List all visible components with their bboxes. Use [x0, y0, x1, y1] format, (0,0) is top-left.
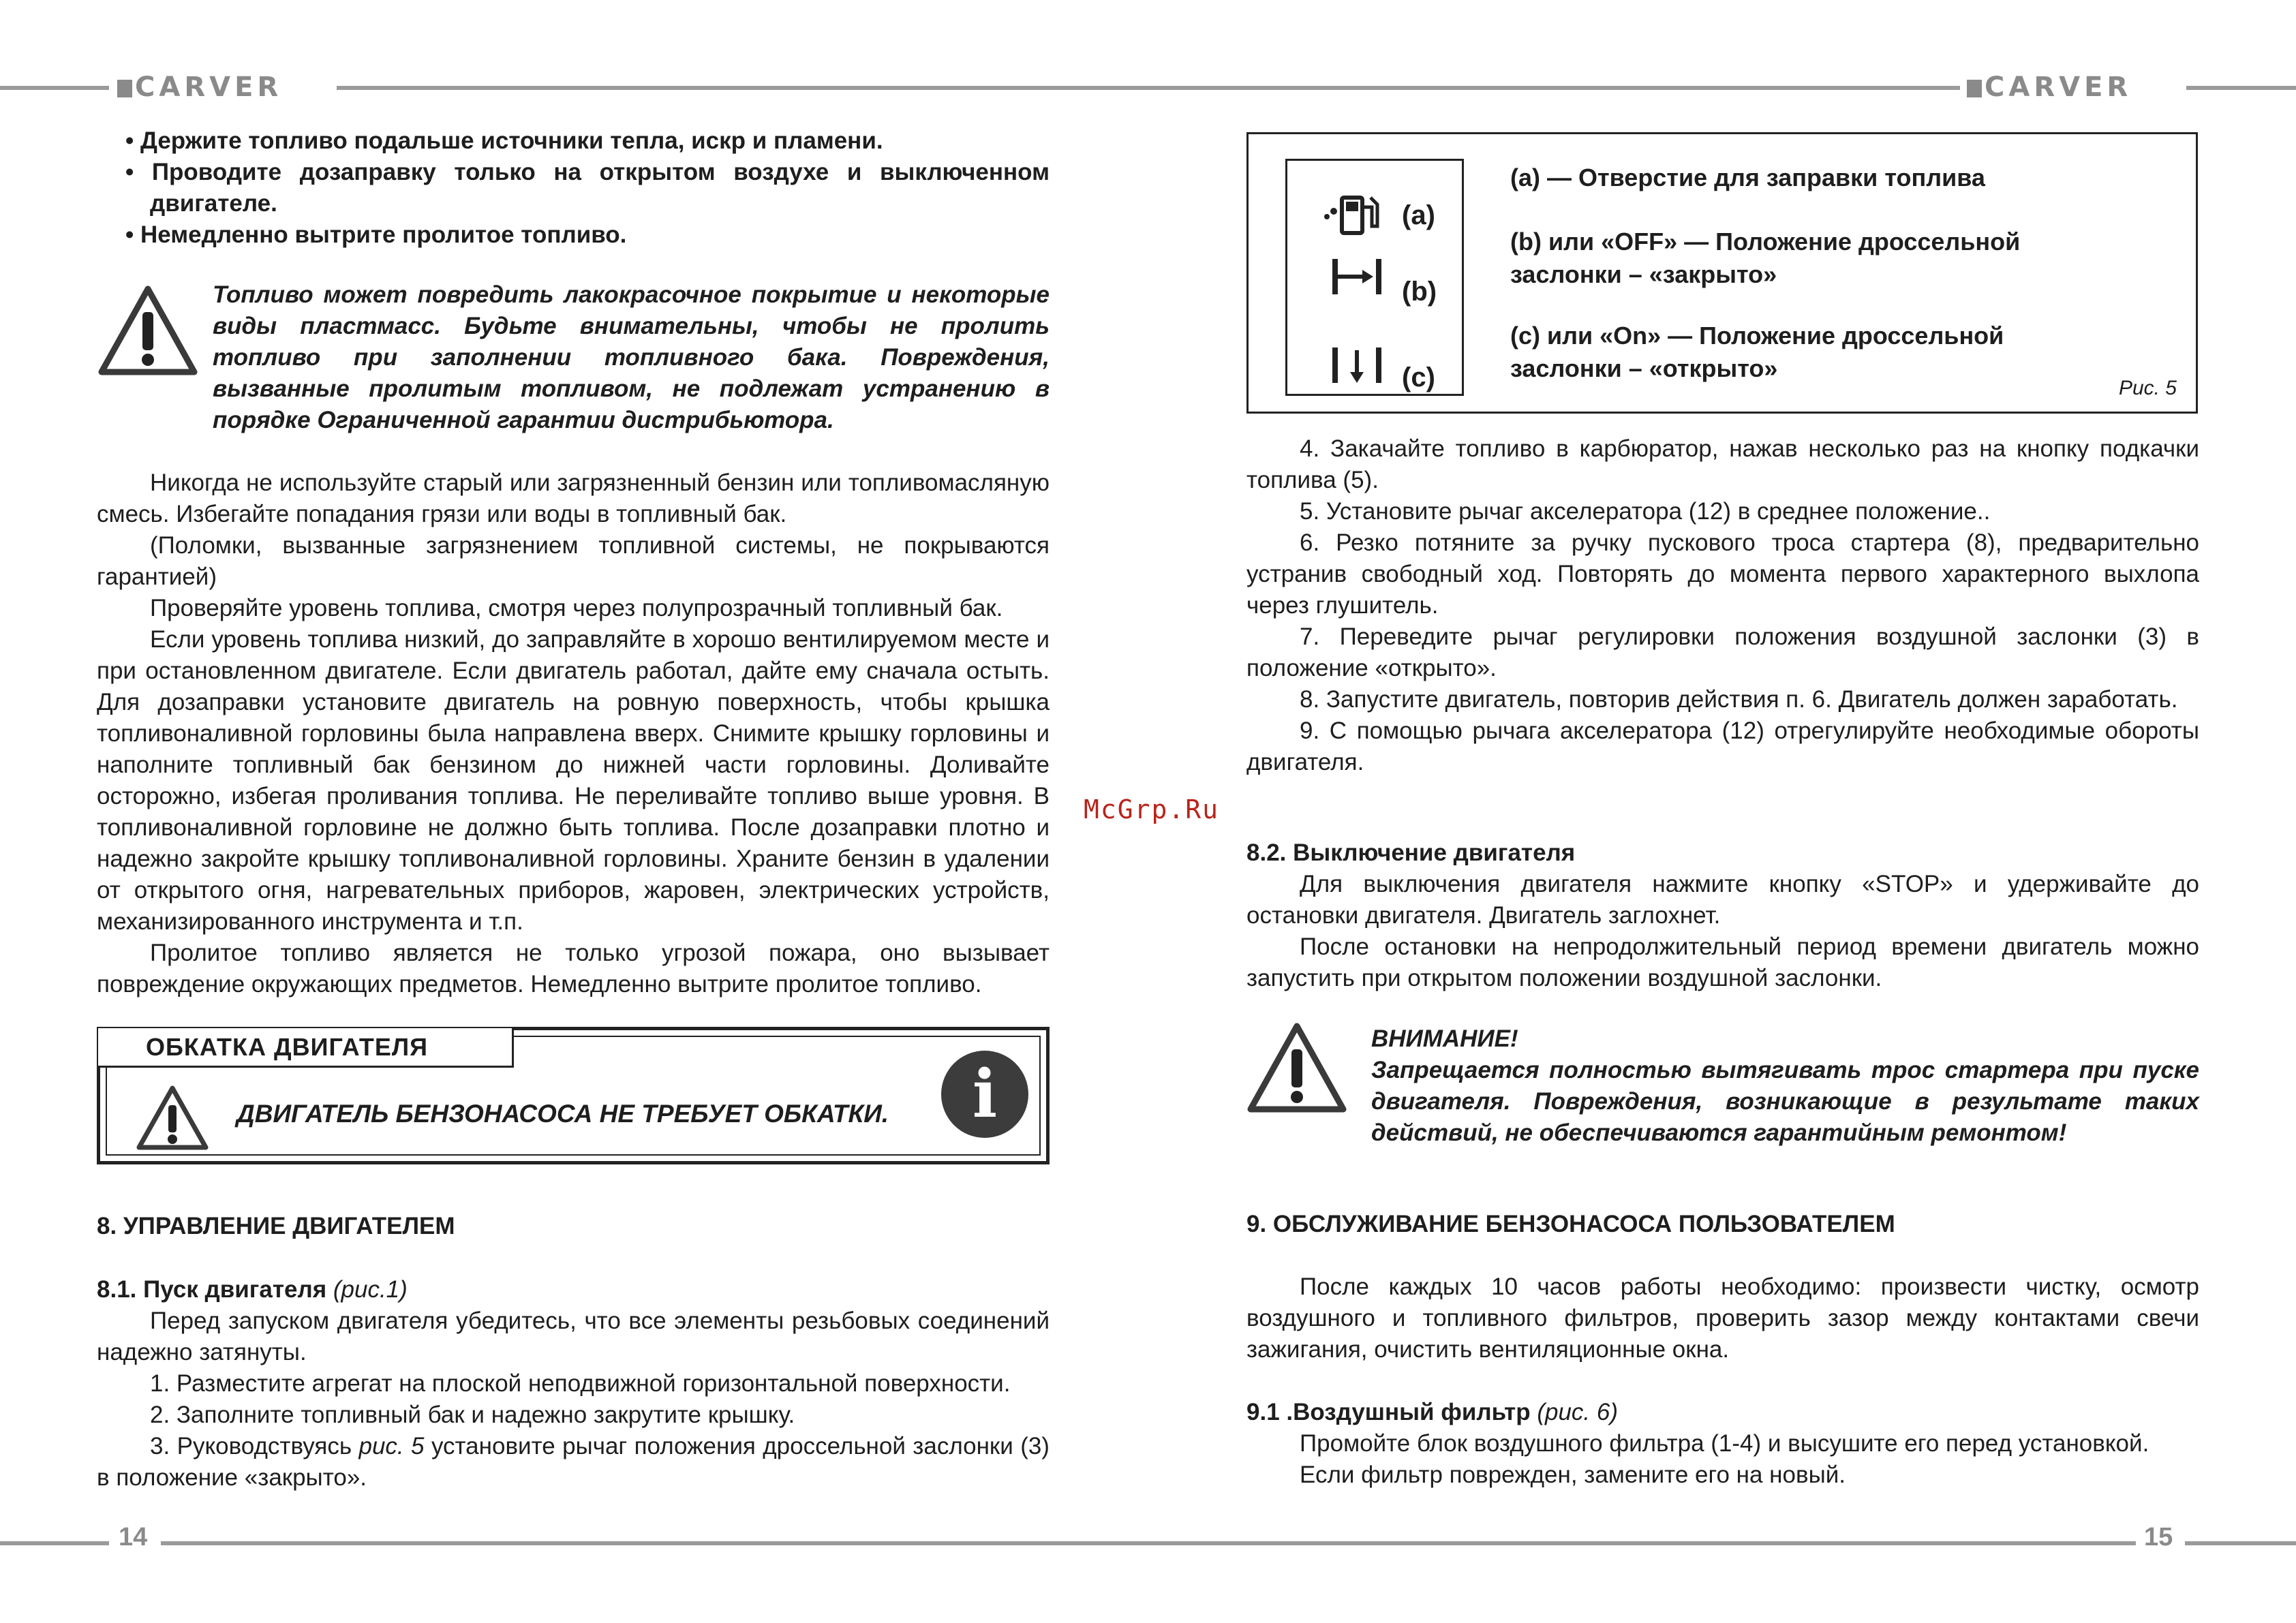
warning-text: Запрещается полностью вытягивать трос стартера при пуске двигателя. Повреждения, возникающие в результате таких действий, не обеспечиваются гарантийным ремонтом! — [1371, 1057, 2199, 1146]
brand-mark-icon — [1967, 80, 1982, 97]
step: 8. Запустите двигатель, повторив действия п. 6. Двигатель должен заработать. — [1300, 686, 2178, 713]
section-title: 9. ОБСЛУЖИВАНИЕ БЕНЗОНАСОСА ПОЛЬЗОВАТЕЛЕМ — [1246, 1211, 1895, 1237]
footer-rule-center — [161, 1541, 2136, 1545]
brand-logo-left: CARVER — [117, 72, 282, 102]
paragraph: Пролитое топливо является не только угрозой пожара, оно вызывает повреждение окружающих предметов. Немедленно вытрите пролитое топливо. — [97, 940, 1050, 998]
paragraph: Если уровень топлива низкий, до заправляйте в хорошо вентилируемом месте и при остановленном двигателе. Если двигатель работал, дайте ему сначала остыть. Для дозаправки установите двигатель на ровную поверхность, чтобы крышка топливоналивной горловины была направлена вверх. Снимите крышку горловины и наполните топливный бак бензином до нижней части горловины. Доливайте осторожно, избегая проливания топлива. Не переливайте топливо выше уровня. В топливоналивной горловине не должно быть топлива. После дозаправки плотно и надежно закройте крышку топливоналивной горловины. Храните бензин в удалении от открытого огня, нагревательных приборов, жаровен, электрических устройств, механизированного инструмента и т.п. — [97, 626, 1050, 935]
section-8-2 — [1246, 837, 2199, 994]
section-9-body — [1246, 1271, 2199, 1365]
watermark: McGrp.Ru — [1084, 794, 1220, 824]
warning-title: ВНИМАНИЕ! — [1371, 1025, 1518, 1052]
figure-desc-c: (c) или «On» — Положение дроссельной заслонки – «открыто» — [1510, 322, 2004, 382]
warning-triangle-icon — [1246, 1022, 1347, 1113]
info-icon: i — [941, 1051, 1028, 1138]
paragraph: После каждых 10 часов работы необходимо: произвести чистку, осмотр воздушного и топливного фильтров, проверить зазор между контактами свечи зажигания, очистить вентиляционные окна. — [1246, 1273, 2199, 1363]
figure-label-a: (a) — [1402, 200, 1435, 230]
step: 6. Резко потяните за ручку пускового троса стартера (8), предварительно устранив свободный ход. Повторять до момента первого характерного выхлопа через глушитель. — [1246, 529, 2199, 619]
step: 4. Закачайте топливо в карбюратор, нажав несколько раз на кнопку подкачки топлива (5). — [1246, 435, 2199, 493]
step: 2. Заполните топливный бак и надежно закрутите крышку. — [150, 1402, 795, 1428]
paragraph: Если фильтр поврежден, замените его на новый. — [1300, 1462, 1846, 1488]
paragraph: (Поломки, вызванные загрязнением топливной системы, не покрываются гарантией) — [97, 532, 1050, 590]
figure-5-icons — [1285, 159, 1464, 396]
page-number-left: 14 — [119, 1523, 148, 1551]
section-9-1 — [1246, 1397, 2199, 1491]
choke-closed-icon — [1330, 256, 1384, 297]
paragraph: Проверяйте уровень топлива, смотря через полупрозрачный топливный бак. — [150, 595, 1003, 621]
warning-triangle-icon — [136, 1085, 209, 1151]
left-body — [97, 467, 1050, 1000]
subsection-title: 8.1. Пуск двигателя (рис.1) — [97, 1276, 408, 1303]
left-bullets — [97, 125, 1050, 251]
paragraph: Для выключения двигателя нажмите кнопку «STOP» и удерживайте до остановки двигателя. Двигатель заглохнет. — [1246, 871, 2199, 929]
left-warning-text: Топливо может повредить лакокрасочное покрытие и некоторые виды пластмасс. Будьте внимательны, чтобы не пролить топливо при заполнении топливного бака. Повреждения, вызванные пролитым топливом, не подлежат устранению в порядке Ограниченной гарантии дистрибьютора. — [213, 281, 1050, 433]
footer-rule-right — [2185, 1541, 2296, 1545]
right-steps — [1246, 433, 2199, 778]
brand-mark-icon — [117, 80, 132, 97]
subsection-title: 8.2. Выключение двигателя — [1246, 839, 1576, 866]
subsection-title: 9.1 .Воздушный фильтр (рис. 6) — [1246, 1399, 1618, 1425]
step: 7. Переведите рычаг регулировки положения воздушной заслонки (3) в положение «открыто». — [1246, 623, 2199, 681]
figure-5 — [1246, 132, 2198, 414]
paragraph: Никогда не используйте старый или загрязненный бензин или топливомасляную смесь. Избегайте попадания грязи или воды в топливный бак. — [97, 469, 1050, 527]
paragraph: После остановки на непродолжительный период времени двигатель можно запустить при открытом положении воздушной заслонки. — [1246, 933, 2199, 991]
section-9 — [1246, 1209, 2199, 1240]
paragraph: Перед запуском двигателя убедитесь, что все элементы резьбовых соединений надежно затянуты. — [97, 1308, 1050, 1365]
fuel-pump-icon — [1323, 194, 1384, 236]
step: 3. Руководствуясь рис. 5 установите рычаг положения дроссельной заслонки (3) в положение «закрыто». — [97, 1433, 1050, 1491]
bullet-item: • Проводите дозаправку только на открытом воздухе и выключенном двигателе. — [125, 159, 1050, 217]
paragraph: Промойте блок воздушного фильтра (1-4) и высушите его перед установкой. — [1300, 1430, 2149, 1457]
header-rule-right — [2186, 86, 2296, 90]
bullet-item: • Немедленно вытрите пролитое топливо. — [125, 221, 627, 248]
warning-triangle-icon — [97, 285, 198, 376]
figure-desc-b: (b) или «OFF» — Положение дроссельной заслонки – «закрыто» — [1510, 228, 2021, 288]
step: 5. Установите рычаг акселератора (12) в среднее положение.. — [1300, 498, 1991, 525]
bullet-item: • Держите топливо подальше источники тепла, искр и пламени. — [125, 127, 883, 154]
step: 9. С помощью рычага акселератора (12) отрегулируйте необходимые обороты двигателя. — [1246, 717, 2199, 775]
section-8 — [97, 1211, 1050, 1242]
step: 1. Разместите агрегат на плоской неподвижной горизонтальной поверхности. — [150, 1370, 1011, 1397]
page-number-right: 15 — [2144, 1523, 2173, 1551]
break-in-title: ОБКАТКА ДВИГАТЕЛЯ — [98, 1028, 514, 1068]
choke-open-icon — [1330, 345, 1384, 386]
header-rule-left — [0, 86, 109, 90]
section-title: 8. УПРАВЛЕНИЕ ДВИГАТЕЛЕМ — [97, 1213, 455, 1239]
figure-label-b: (b) — [1402, 277, 1437, 307]
break-in-text: ДВИГАТЕЛЬ БЕНЗОНАСОСА НЕ ТРЕБУЕТ ОБКАТКИ. — [236, 1100, 889, 1128]
figure-caption: Рис. 5 — [2118, 377, 2177, 399]
right-warning — [1371, 1023, 2199, 1149]
figure-desc-a: (a) — Отверстие для заправки топлива — [1510, 164, 1985, 191]
figure-label-c: (c) — [1402, 362, 1435, 392]
break-in-notice — [97, 1027, 1050, 1164]
header-rule-center — [337, 86, 1960, 90]
section-8-1 — [97, 1274, 1050, 1494]
brand-logo-right: CARVER — [1967, 72, 2132, 102]
footer-rule-left — [0, 1541, 109, 1545]
